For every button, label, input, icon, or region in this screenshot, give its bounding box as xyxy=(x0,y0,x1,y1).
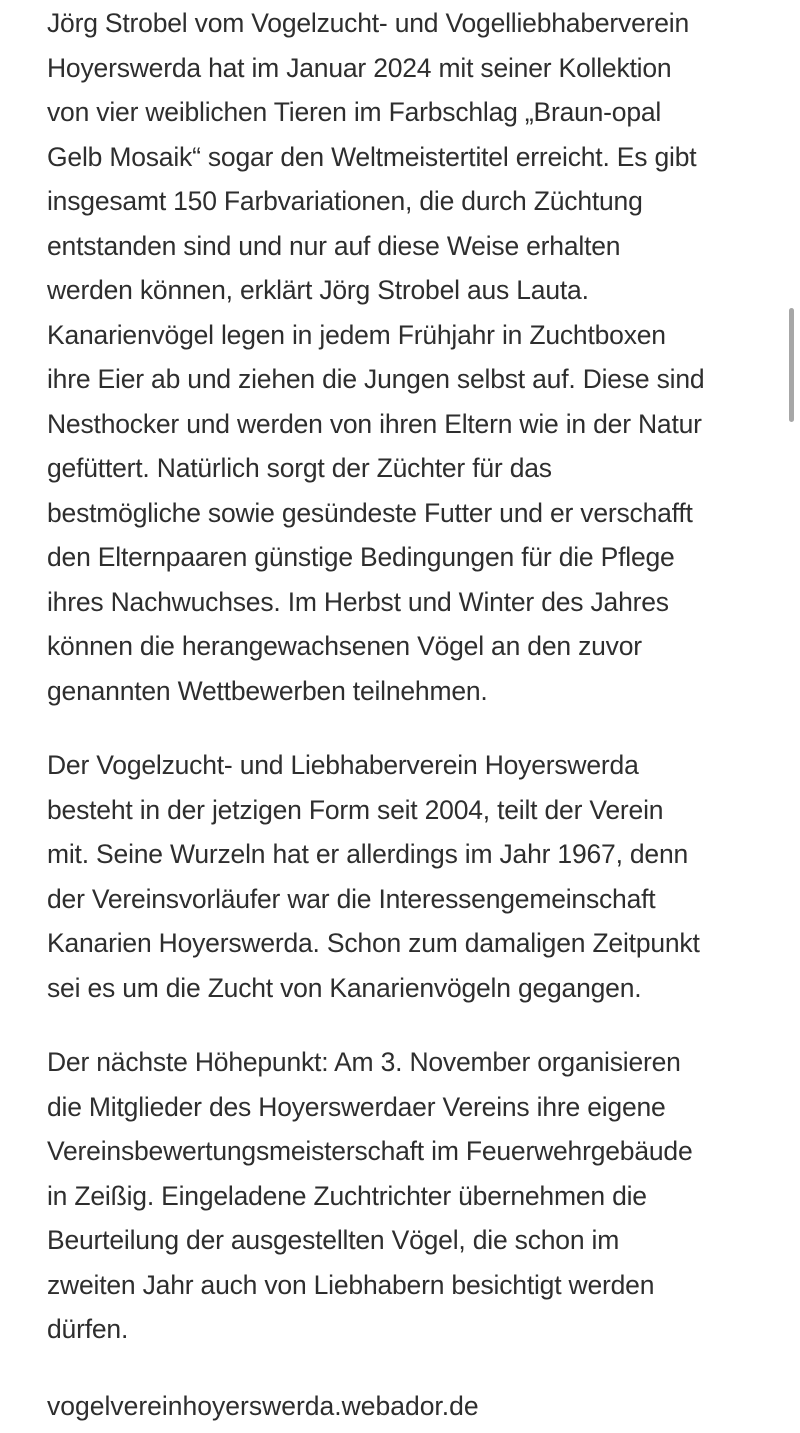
paragraph-line: können die herangewachsenen Vögel an den zuvor xyxy=(47,631,642,661)
paragraph-line: Beurteilung der ausgestellten Vögel, die schon im xyxy=(47,1225,620,1255)
paragraph-line: Hoyerswerda hat im Januar 2024 mit seiner Kollektion xyxy=(47,52,672,83)
article-paragraph-3 xyxy=(47,1040,762,1352)
paragraph-line: in Zeißig. Eingeladene Zuchtrichter übernehmen die xyxy=(47,1180,647,1211)
paragraph-line: entstanden sind und nur auf diese Weise erhalten xyxy=(47,230,621,261)
paragraph-line: der Vereinsvorläufer war die Interessengemeinschaft xyxy=(47,883,656,914)
paragraph-line: bestmögliche sowie gesündeste Futter und er verschafft xyxy=(47,497,693,528)
paragraph-line: die Mitglieder des Hoyerswerdaer Vereins ihre eigene xyxy=(47,1091,666,1122)
scrollbar-thumb[interactable] xyxy=(789,308,794,422)
paragraph-line: zweiten Jahr auch von Liebhabern besichtigt werden xyxy=(47,1269,655,1300)
paragraph-line: genannten Wettbewerben teilnehmen. xyxy=(47,675,488,706)
article-paragraph-2 xyxy=(47,743,762,1010)
paragraph-line: Vereinsbewertungsmeisterschaft im Feuerwehrgebäude xyxy=(47,1136,693,1166)
source-link[interactable]: vogelvereinhoyerswerda.webador.de xyxy=(47,1390,479,1421)
paragraph-line: Der Vogelzucht- und Liebhaberverein Hoyerswerda xyxy=(47,750,639,780)
article-paragraph-1 xyxy=(47,1,762,713)
paragraph-line: sei es um die Zucht von Kanarienvögeln gegangen. xyxy=(47,972,642,1003)
paragraph-line: Gelb Mosaik“ sogar den Weltmeistertitel erreicht. Es gibt xyxy=(47,141,697,172)
paragraph-line: Kanarienvögel legen in jedem Frühjahr in Zuchtboxen xyxy=(47,319,666,350)
paragraph-line: Der nächste Höhepunkt: Am 3. November organisieren xyxy=(47,1047,681,1077)
paragraph-line: ihre Eier ab und ziehen die Jungen selbst auf. Diese sind xyxy=(47,364,705,394)
paragraph-line: dürfen. xyxy=(47,1314,129,1344)
paragraph-line: werden können, erklärt Jörg Strobel aus Lauta. xyxy=(47,275,589,305)
paragraph-line: Nesthocker und werden von ihren Eltern wie in der Natur xyxy=(47,408,702,439)
paragraph-line: ihres Nachwuchses. Im Herbst und Winter des Jahres xyxy=(47,586,669,617)
article-body xyxy=(47,0,762,1428)
paragraph-line: besteht in der jetzigen Form seit 2004, teilt der Verein xyxy=(47,794,664,825)
paragraph-line: Kanarien Hoyerswerda. Schon zum damaligen Zeitpunkt xyxy=(47,928,700,958)
paragraph-line: gefüttert. Natürlich sorgt der Züchter für das xyxy=(47,453,552,483)
paragraph-line: mit. Seine Wurzeln hat er allerdings im Jahr 1967, denn xyxy=(47,839,689,869)
paragraph-line: insgesamt 150 Farbvariationen, die durch Züchtung xyxy=(47,186,643,216)
paragraph-line: von vier weiblichen Tieren im Farbschlag „Braun-opal xyxy=(47,97,662,127)
paragraph-line: Jörg Strobel vom Vogelzucht- und Vogelliebhaberverein xyxy=(47,8,690,38)
paragraph-line: den Elternpaaren günstige Bedingungen für die Pflege xyxy=(47,542,675,572)
